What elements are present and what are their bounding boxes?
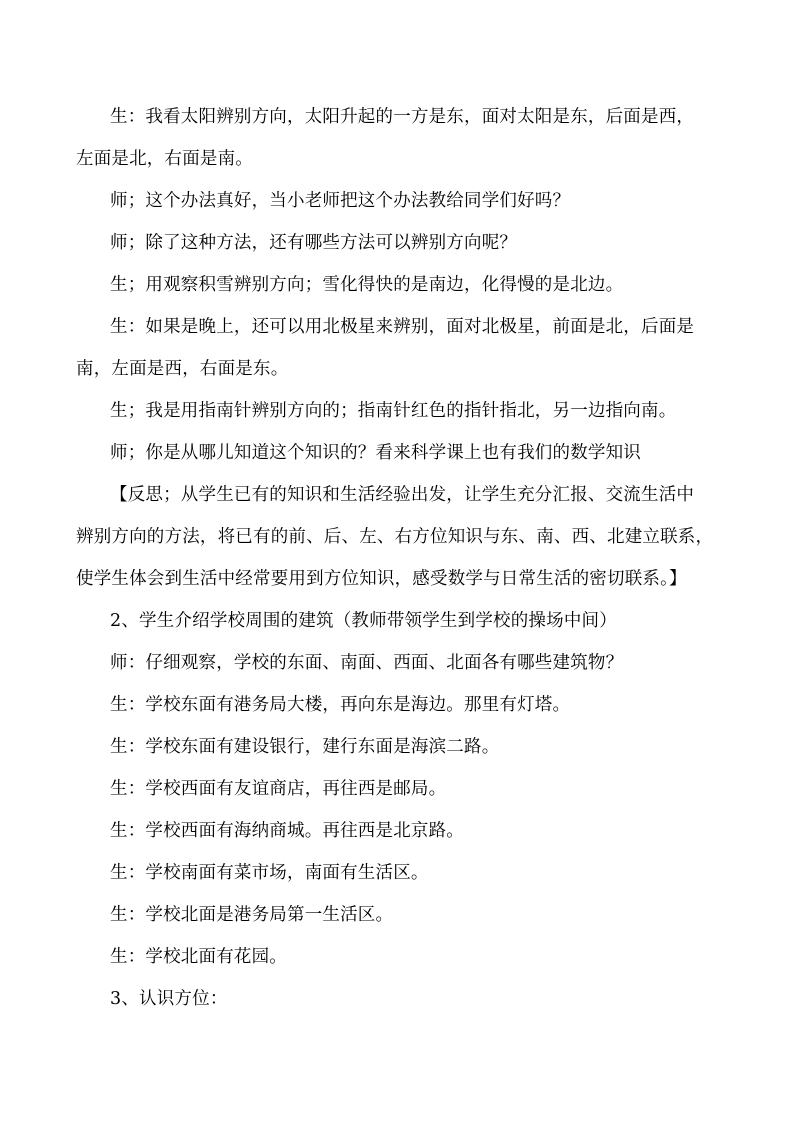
- text-line: 生：学校东面有建设银行，建行东面是海滨二路。: [110, 737, 500, 757]
- paragraph-student-west-store: [76, 768, 726, 810]
- text-line: 2、学生介绍学校周围的建筑（教师带领学生到学校的操场中间）: [110, 611, 617, 631]
- text-line: 师；除了这种方法，还有哪些方法可以辨别方向呢？: [110, 233, 518, 253]
- text-line: 生：学校南面有菜市场，南面有生活区。: [110, 863, 429, 883]
- paragraph-student-compass: [76, 390, 726, 432]
- paragraph-teacher-other-methods: [76, 222, 726, 264]
- text-line: 生：学校北面有花园。: [110, 947, 287, 967]
- text-line: 师；这个办法真好，当小老师把这个办法教给同学们好吗？: [110, 191, 571, 211]
- text-line: 生；用观察积雪辨别方向；雪化得快的是南边，化得慢的是北边。: [110, 275, 624, 295]
- text-line: 左面是北，右面是南。: [76, 149, 253, 169]
- text-line: 辨别方向的方法，将已有的前、后、左、右方位知识与东、南、西、北建立联系，: [76, 527, 714, 547]
- paragraph-teacher-science: [76, 432, 726, 474]
- paragraph-section-3-heading: [76, 978, 726, 1020]
- text-line: 生：学校北面是港务局第一生活区。: [110, 905, 394, 925]
- paragraph-student-snow: [76, 264, 726, 306]
- text-line: 使学生体会到生活中经常要用到方位知识，感受数学与日常生活的密切联系。】: [76, 569, 687, 589]
- paragraph-student-sun-direction: [76, 96, 726, 180]
- paragraph-student-north-star: [76, 306, 726, 390]
- paragraph-student-east-port: [76, 684, 726, 726]
- paragraph-student-south-market: [76, 852, 726, 894]
- text-line: 生；我是用指南针辨别方向的；指南针红色的指针指北，另一边指向南。: [110, 401, 677, 421]
- text-line: 生：学校东面有港务局大楼，再向东是海边。那里有灯塔。: [110, 695, 571, 715]
- text-line: 生：如果是晚上，还可以用北极星来辨别，面对北极星，前面是北，后面是: [110, 317, 695, 337]
- text-line: 生：我看太阳辨别方向，太阳升起的一方是东，面对太阳是东，后面是西，: [110, 107, 695, 127]
- text-line: 师；你是从哪儿知道这个知识的？看来科学课上也有我们的数学知识: [110, 443, 641, 463]
- paragraph-student-north-living: [76, 894, 726, 936]
- text-line: 生：学校西面有海纳商城。再往西是北京路。: [110, 821, 464, 841]
- text-line: 3、认识方位：: [110, 989, 228, 1009]
- text-line: 【反思；从学生已有的知识和生活经验出发，让学生充分汇报、交流生活中: [110, 485, 695, 505]
- paragraph-section-2-heading: [76, 600, 726, 642]
- paragraph-reflection: [76, 474, 728, 600]
- paragraph-teacher-good-method: [76, 180, 726, 222]
- text-line: 师：仔细观察，学校的东面、南面、西面、北面各有哪些建筑物？: [110, 653, 624, 673]
- text-line: 南，左面是西，右面是东。: [76, 359, 289, 379]
- paragraph-student-north-garden: [76, 936, 726, 978]
- paragraph-teacher-observe: [76, 642, 726, 684]
- paragraph-student-east-bank: [76, 726, 726, 768]
- text-line: 生：学校西面有友谊商店，再往西是邮局。: [110, 779, 447, 799]
- paragraph-student-west-mall: [76, 810, 726, 852]
